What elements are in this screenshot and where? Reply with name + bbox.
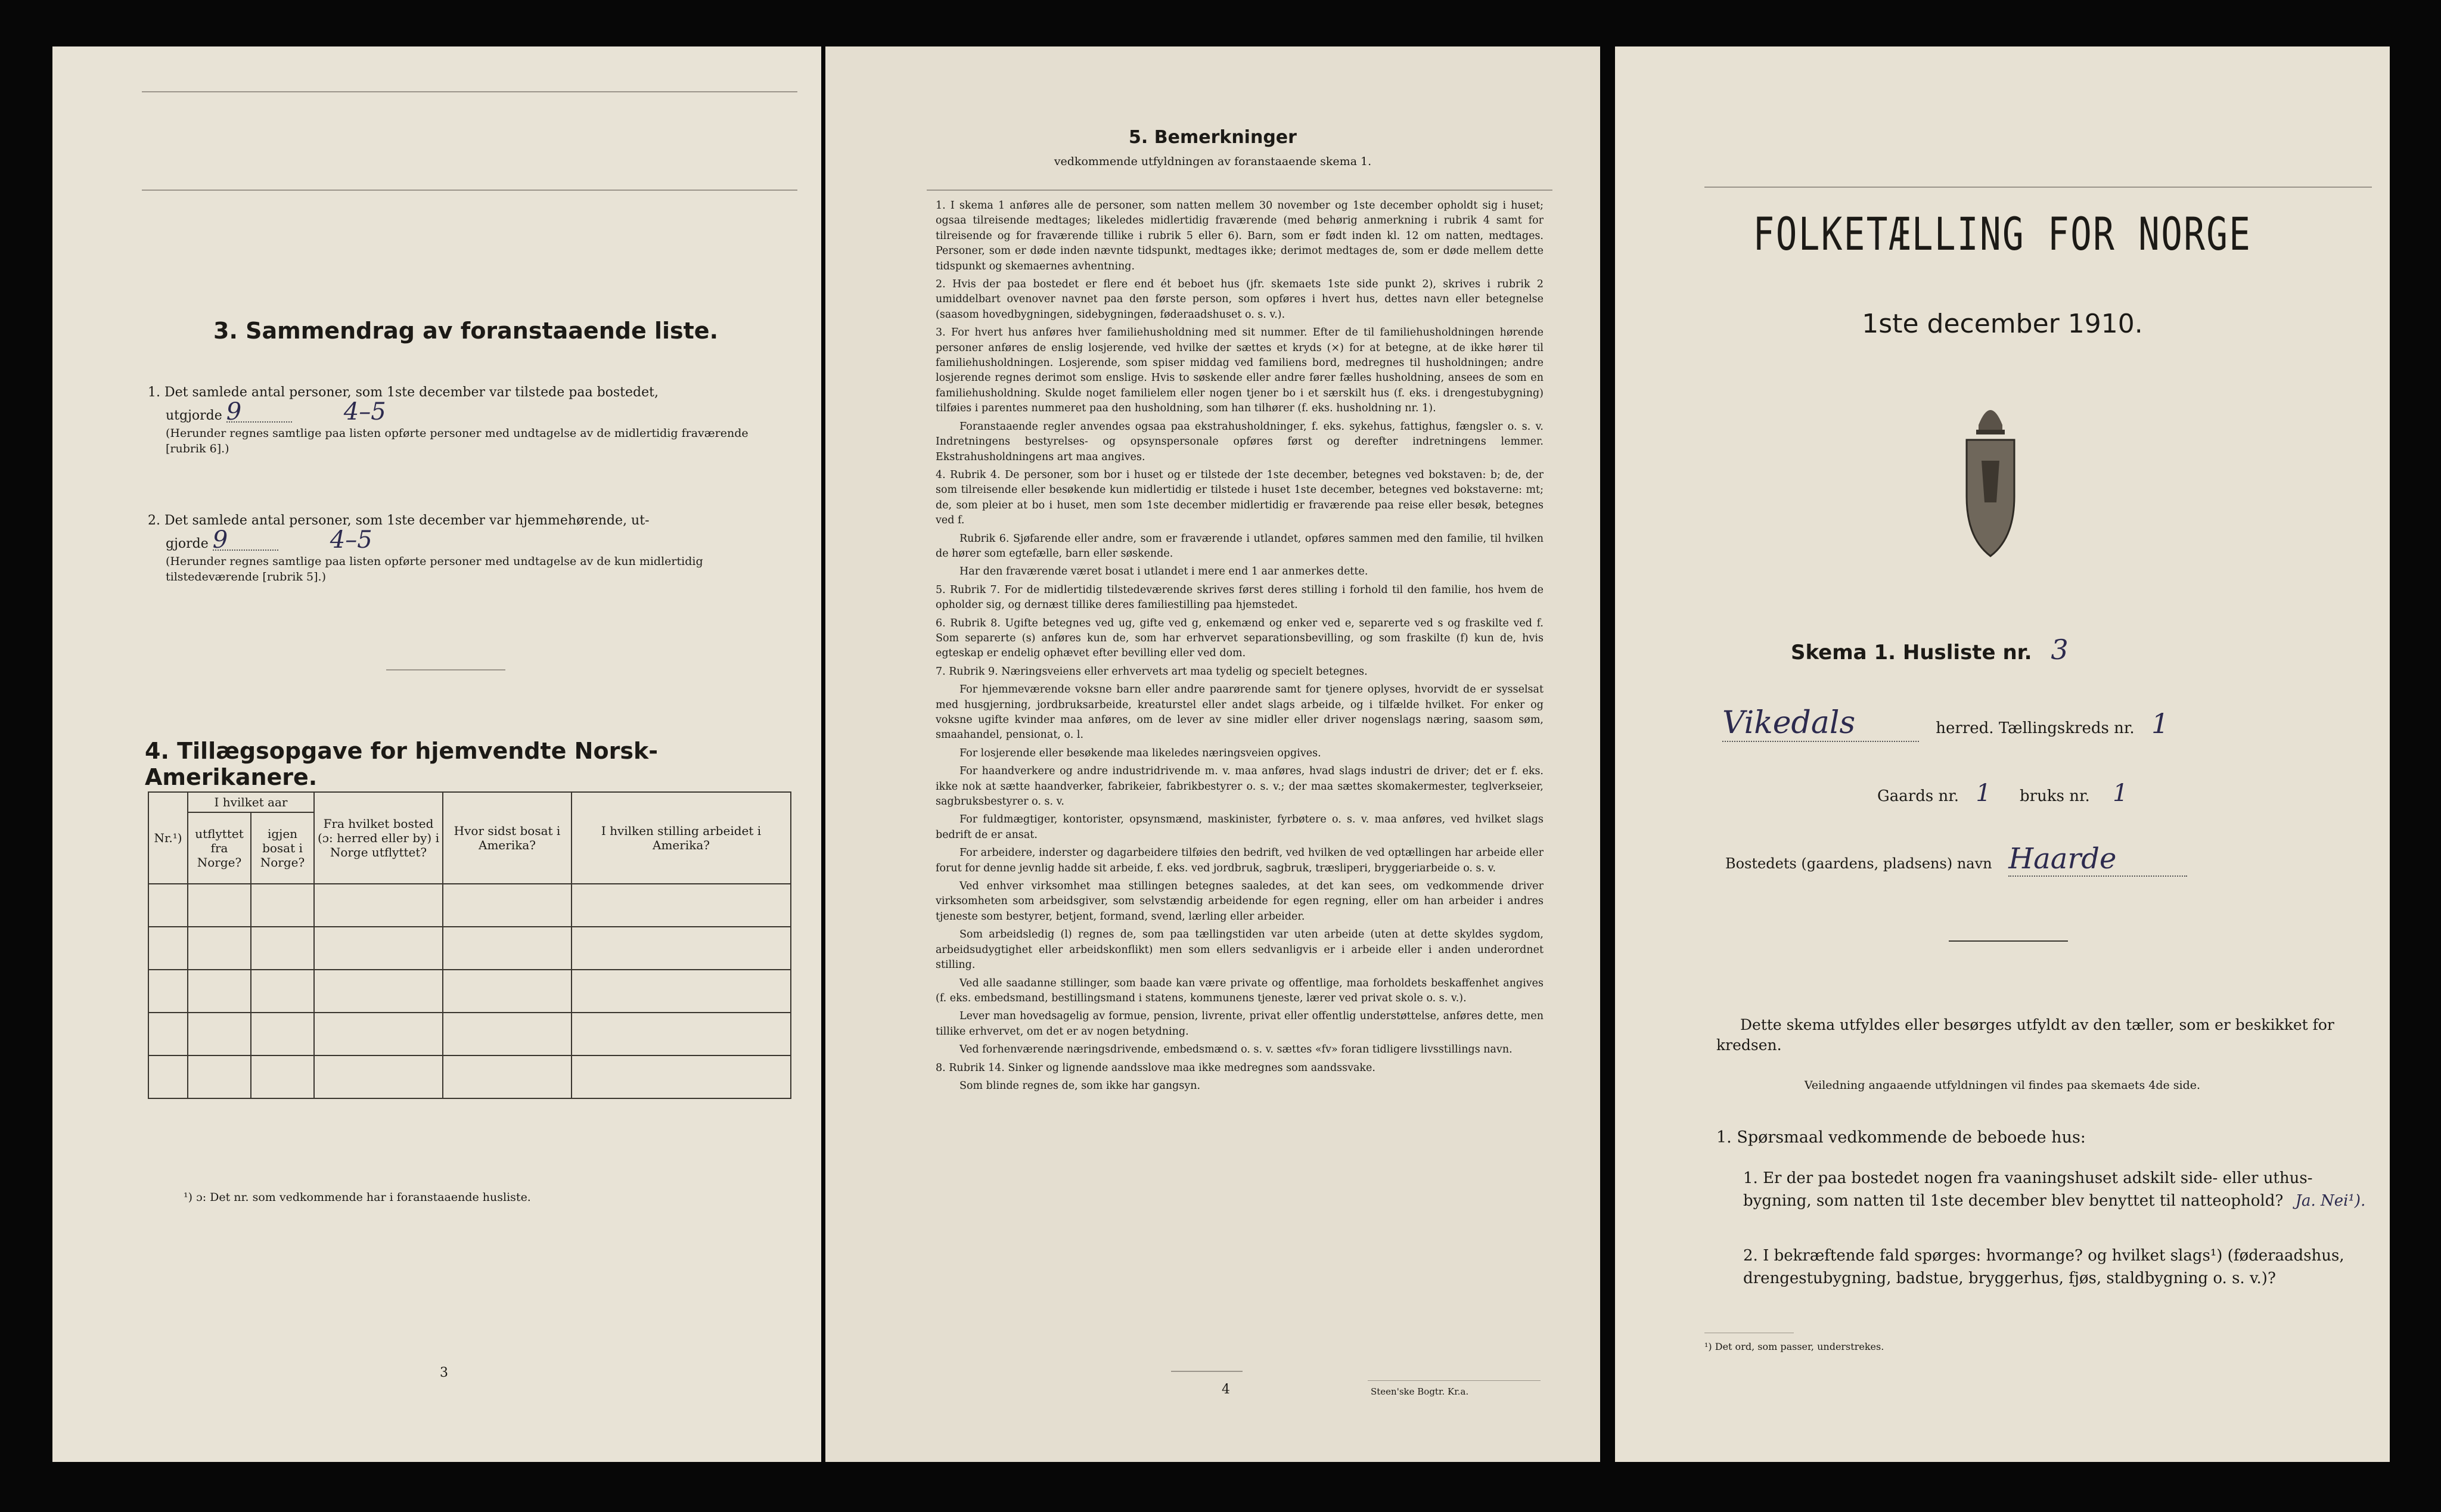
remark-7: 7. Rubrik 9. Næringsveiens eller erhvervets art maa tydelig og specielt betegnes.	[936, 665, 1368, 678]
summary-item-2-extra: 4–5	[330, 526, 372, 554]
remark-7e: For fuldmægtiger, kontorister, opsynsmænd, maskinister, fyrbøtere o. s. v. maa anføres, ved hvilket slags bedrift de er ansat.	[936, 814, 1544, 841]
remark-8: 8. Rubrik 14. Sinker og lignende aandsslove maa ikke medregnes som aandssvake.	[936, 1061, 1375, 1074]
remark-4c: Har den fraværende været bosat i utlandet i mere end 1 aar anmerkes dette.	[959, 566, 1368, 578]
bosted-label: Bostedets (gaardens, pladsens) navn	[1725, 855, 1992, 872]
question-heading: 1. Spørsmaal vedkommende de beboede hus:	[1716, 1128, 2086, 1147]
remark-7h: Som arbeidsledig (l) regnes de, som paa tællingstiden var uten arbeide (uten at dette skyldes sygdom, arbeidsudygtighet eller arbeidskonflikt) men som ellers sedvanligvis er i arbeide eller i anden underordnet stilling.	[936, 929, 1544, 971]
remarks-subtitle: vedkommende utfyldningen av foranstaaende skema 1.	[1054, 155, 1372, 168]
bosted-value: Haarde	[2008, 842, 2187, 877]
table-row	[148, 1055, 791, 1098]
gaards-row	[1877, 780, 2128, 807]
table-row	[148, 1013, 791, 1055]
intro-note: Veiledning angaaende utfyldningen vil findes paa skemaets 4de side.	[1804, 1079, 2201, 1092]
col-returned: igjen bosat i Norge?	[251, 812, 314, 884]
table-footnote: ¹) ɔ: Det nr. som vedkommende har i foranstaaende husliste.	[184, 1191, 531, 1204]
page-number: 4	[1222, 1382, 1230, 1397]
table-row	[148, 884, 791, 927]
col-last-place: Hvor sidst bosat i Amerika?	[443, 792, 572, 884]
col-nr: Nr.¹)	[148, 792, 188, 884]
summary-item-2-text: 2. Det samlede antal personer, som 1ste december var hjemmehørende, ut-	[148, 513, 650, 528]
norway-coat-of-arms-icon	[1955, 383, 2026, 574]
remark-7i: Ved alle saadanne stillinger, som baade kan være private og offentlige, maa forholdets beskaffenhet angives (f. eks. embedsmand, bestillingsmand i statens, kommunens tjeneste, lærer ved privat skole o. s. v.).	[936, 977, 1544, 1004]
summary-item-2-note: (Herunder regnes samtlige paa listen opførte personer med undtagelse av de kun midlertidig tilstedeværende [rubrik 5].)	[166, 555, 703, 583]
summary-item-1-text: 1. Det samlede antal personer, som 1ste december var tilstede paa bostedet,	[148, 385, 659, 400]
herred-value: Vikedals	[1722, 705, 1919, 742]
intro-text: Dette skema utfyldes eller besørges utfyldt av den tæller, som er beskikket for kredsen.	[1716, 1016, 2334, 1054]
skema-label: Skema 1. Husliste nr.	[1791, 641, 2032, 665]
bruks-label: bruks nr.	[2020, 787, 2090, 805]
gaards-nr: 1	[1976, 780, 1991, 807]
remarks-list	[936, 198, 1544, 1097]
divider	[142, 190, 797, 191]
page-4	[825, 46, 1600, 1462]
short-divider	[386, 669, 505, 670]
divider	[1704, 187, 2372, 188]
divider	[927, 190, 1552, 191]
remark-2: 2. Hvis der paa bostedet er flere end ét beboet hus (jfr. skemaets 1ste side punkt 2), skrives i rubrik 2 umiddelbart ovenover navnet paa den første person, som opføres i hvert hus, dettes navn eller betegnelse (saasom hovedbygningen, sidebygningen, føderaadshuset o. s. v.).	[936, 278, 1544, 321]
skema-row	[1791, 634, 2069, 666]
question-1	[1743, 1167, 2375, 1212]
divider	[1368, 1380, 1541, 1381]
page-footnote: ¹) Det ord, som passer, understrekes.	[1704, 1341, 1884, 1352]
remark-7c: For losjerende eller besøkende maa likeledes næringsveien opgives.	[959, 747, 1321, 759]
herred-row	[1722, 705, 2378, 742]
summary-item-2-lead: gjorde	[166, 536, 209, 551]
summary-item-2-value: 9	[213, 530, 278, 551]
col-emigrated: utflyttet fra Norge?	[188, 812, 251, 884]
summary-item-1-value: 9	[226, 402, 292, 423]
page-1	[1615, 46, 2390, 1462]
col-group-year: I hvilket aar	[188, 792, 314, 812]
remark-3: 3. For hvert hus anføres hver familiehusholdning med sit nummer. Efter de til familiehusholdningen hørende personer anføres de enslig losjerende, ved hvilke der sættes et kryds (×) for at betegne, at de ikke hører til familiehusholdningen. Losjerende, som spiser middag ved familiens bord, medregnes til husholdningen; andre losjerende regnes derimot som enslige. Hvis to søskende eller andre fører fælles husholdning, ansees de som en familiehusholdning. Skulde noget familielem eller nogen tjener bo i et særskilt hus (f. eks. i drengestubygning) tilføies i parentes nummeret paa den husholdning, som han tilhører (f. eks. husholdning nr. 1).	[936, 327, 1544, 415]
remark-8b: Som blinde regnes de, som ikke har gangsyn.	[959, 1079, 1201, 1092]
divider	[142, 91, 797, 92]
short-divider	[1171, 1371, 1243, 1372]
question-2: 2. I bekræftende fald spørges: hvormange? og hvilket slags¹) (føderaadshus, drengestubygning, badstue, bryggerhus, fjøs, staldbygning o. s. v.)?	[1743, 1247, 2344, 1287]
summary-item-1-note: (Herunder regnes samtlige paa listen opførte personer med undtagelse av de midlertidig fraværende [rubrik 6].)	[166, 427, 749, 455]
norsk-amerikanere-table	[148, 791, 791, 1099]
remark-3b: Foranstaaende regler anvendes ogsaa paa ekstrahusholdninger, f. eks. sykehus, fattighus, fængsler o. s. v. Indretningens bestyrelses- og opsynspersonale opføres først og derefter indretningens lemmer. Ekstrahusholdningens art maa angives.	[936, 420, 1544, 463]
census-title: FOLKETÆLLING FOR NORGE	[1753, 207, 2252, 260]
remark-4b: Rubrik 6. Sjøfarende eller andre, som er fraværende i utlandet, opføres sammen med den familie, til hvilken de hører som egtefælle, barn eller søskende.	[936, 532, 1544, 560]
ornament-divider	[1949, 940, 2068, 942]
remark-4: 4. Rubrik 4. De personer, som bor i huset og er tilstede der 1ste december, betegnes ved bokstaven: b; de, der som tilreisende eller besøkende kun midlertidig er tilstede i huset 1ste december, betegnes ved bokstaverne: mt; de, som pleier at bo i huset, men som 1ste december midlertidig er fraværende paa reise eller besøk, betegnes ved f.	[936, 468, 1544, 527]
remark-7k: Ved forhenværende næringsdrivende, embedsmænd o. s. v. sættes «fv» foran tidligere livsstillings navn.	[959, 1044, 1513, 1056]
remark-7j: Lever man hovedsagelig av formue, pension, livrente, privat eller offentlig understøttelse, anføres dette, men tillike erhvervet, om det er av nogen betydning.	[936, 1010, 1544, 1038]
bosted-row	[1725, 842, 2187, 877]
question-1-answer: Ja. Nei¹).	[2295, 1192, 2366, 1210]
bruks-nr: 1	[2113, 780, 2128, 807]
table-row	[148, 927, 791, 970]
printer-imprint: Steen'ske Bogtr. Kr.a.	[1371, 1386, 1469, 1397]
census-date: 1ste december 1910.	[1862, 309, 2143, 339]
husliste-nr: 3	[2051, 634, 2069, 666]
herred-label: herred. Tællingskreds nr.	[1936, 719, 2135, 737]
summary-item-1	[148, 383, 803, 457]
summary-item-1-extra: 4–5	[343, 398, 386, 426]
remark-7f: For arbeidere, inderster og dagarbeidere tilføies den bedrift, ved hvilken de ved optællingen har arbeide eller forut for denne jevnlig hadde sit arbeide, f. eks. ved jordbruk, sagbruk, træsliperi, bryggeriarbeide o. s. v.	[936, 847, 1544, 874]
col-from-place: Fra hvilket bosted (ɔ: herred eller by) i Norge utflyttet?	[314, 792, 443, 884]
page-number: 3	[440, 1365, 448, 1380]
section-3-title: 3. Sammendrag av foranstaaende liste.	[213, 318, 719, 344]
remarks-title: 5. Bemerkninger	[1129, 127, 1297, 148]
remark-5: 5. Rubrik 7. For de midlertidig tilstedeværende skrives først deres stilling i forhold til den familie, hos hvem de opholder sig, og dernæst tillike deres familiestilling paa hjemstedet.	[936, 583, 1544, 611]
summary-item-2	[148, 511, 803, 585]
remark-7d: For haandverkere og andre industridrivende m. v. maa anføres, hvad slags industri de driver; det er f. eks. ikke nok at sætte haandverker, fabrikeier, fabrikbestyrer o. s. v.; der maa sættes skomakermester, teglverkseier, sagbruksbestyrer o. s. v.	[936, 765, 1544, 808]
col-occupation: I hvilken stilling arbeidet i Amerika?	[572, 792, 791, 884]
summary-item-1-lead: utgjorde	[166, 408, 222, 423]
remark-1: 1. I skema 1 anføres alle de personer, som natten mellem 30 november og 1ste december opholdt sig i huset; ogsaa tilreisende medtages; likeledes midlertidig fraværende (med behørig anmerkning i rubrik 4 samt for tilreisende og for fraværende tillike i rubrik 5 eller 6). Barn, som er født inden kl. 12 om natten, medtages. Personer, som er døde inden nævnte tidspunkt, medtages ikke; derimot medtages de, som er døde mellem dette tidspunkt og skemaernes avhentning.	[936, 200, 1544, 272]
remark-7g: Ved enhver virksomhet maa stillingen betegnes saaledes, at det kan sees, om vedkommende driver virksomheten som arbeidsgiver, som selvstændig arbeidende for egen regning, eller om han arbeider i andres tjeneste som bestyrer, betjent, formand, svend, lærling eller arbeider.	[936, 880, 1544, 923]
section-4-title: 4. Tillægsopgave for hjemvendte Norsk-Amerikanere.	[145, 738, 658, 790]
remark-7b: For hjemmeværende voksne barn eller andre paarørende samt for tjenere oplyses, hvorvidt de er sysselsat med husgjerning, jordbruksarbeide, kreaturstel eller andet slags arbeide, og i tilfælde hvilket. For enker og voksne ugifte kvinder maa anføres, om de lever av sine midler eller driver nogenslags næring, saasom søm, smaahandel, pensionat, o. l.	[936, 684, 1544, 741]
table-row	[148, 970, 791, 1013]
gaards-label: Gaards nr.	[1877, 787, 1959, 805]
remark-6: 6. Rubrik 8. Ugifte betegnes ved ug, gifte ved g, enkemænd og enker ved e, separerte ved s og fraskilte ved f. Som separerte (s) anføres kun de, som har erhvervet separationsbevilling, og som fraskilte (f) kun de, hvis egteskap er endelig ophævet efter bevilling eller ved dom.	[936, 617, 1544, 660]
krets-nr: 1	[2151, 707, 2169, 740]
page-3	[52, 46, 821, 1462]
question-1-text: 1. Er der paa bostedet nogen fra vaaningshuset adskilt side- eller uthus-bygning, som natten til 1ste december blev benyttet til natteophold?	[1743, 1169, 2313, 1210]
